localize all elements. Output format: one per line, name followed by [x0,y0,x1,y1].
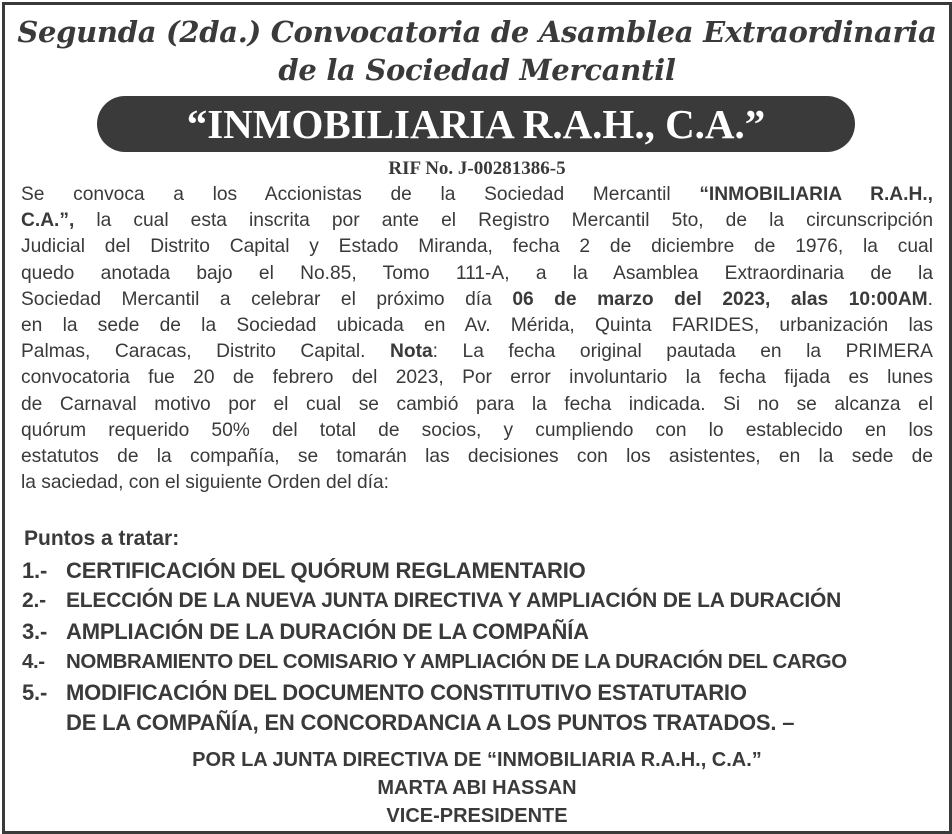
agenda-item-text: AMPLIACIÓN DE LA DURACIÓN DE LA COMPAÑÍA [66,619,589,644]
agenda-item-text: CERTIFICACIÓN DEL QUÓRUM REGLAMENTARIO [66,558,586,583]
agenda-item-number: 3.- [22,619,48,644]
body-line [21,365,933,391]
body-line [21,234,933,260]
body-text: : La fecha original pautada en la PRIMERA [432,341,933,363]
body-text: quedo anotada bajo el No.85, Tomo 111-A, a la Asamblea Extraordinaria de la [21,262,933,284]
title-line-2: de la Sociedad Mercantil [278,53,676,87]
agenda-item-5 [22,680,747,706]
body-line [21,182,933,208]
agenda-item-text: NOMBRAMIENTO DEL COMISARIO Y AMPLIACIÓN DE LA DURACIÓN DEL CARGO [66,650,847,673]
notice-frame [2,2,952,834]
agenda-item-number: 4.- [22,650,45,673]
body-text: la cual esta inscrita por ante el Registro Mercantil 5to, de la circunscripción [74,210,933,232]
signature-board-line: POR LA JUNTA DIRECTIVA DE “INMOBILIARIA R.A.H., C.A.” [192,749,762,771]
body-bold-text: Nota [390,341,433,363]
body-line [21,261,933,287]
rif-number: RIF No. J-00281386-5 [388,158,566,179]
body-text: Se convoca a los Accionistas de la Sociedad Mercantil [21,184,700,205]
body-text: convocatoria fue 20 de febrero del 2023, Por error involuntario la fecha fijada es lunes [21,367,933,389]
agenda-item-number: 1.- [22,558,48,583]
body-line [21,313,933,339]
body-text: . [927,288,933,310]
body-line [21,470,933,496]
signature-position: VICE-PRESIDENTE [386,805,568,827]
body-text: quórum requerido 50% del total de socios, y cumpliendo con lo establecido en los [21,419,933,441]
body-line [21,287,933,313]
body-text: de Carnaval motivo por el cual se cambió para la fecha indicada. Si no se alcanza el [21,393,933,415]
agenda-item-5-continuation: DE LA COMPAÑÍA, EN CONCORDANCIA A LOS PUNTOS TRATADOS. – [66,710,795,735]
agenda-item-3 [22,619,589,645]
body-line [21,208,933,234]
body-text: estatutos de la compañía, se tomarán las decisiones con los asistentes, en la sede de [21,445,933,467]
body-text: Sociedad Mercantil a celebrar el próximo día [21,288,513,310]
points-title: Puntos a tratar: [24,527,180,550]
agenda-item-1 [22,558,586,584]
body-bold-text: 06 de marzo del 2023, alas 10:00AM [512,288,928,310]
body-line [21,418,933,444]
convocation-body [21,182,933,496]
agenda-item-text: ELECCIÓN DE LA NUEVA JUNTA DIRECTIVA Y AMPLIACIÓN DE LA DURACIÓN [66,589,842,612]
agenda-item-text: MODIFICACIÓN DEL DOCUMENTO CONSTITUTIVO ESTATUTARIO [66,680,747,705]
body-line [21,392,933,418]
body-text: la saciedad, con el siguiente Orden del día: [21,472,390,494]
agenda-item-2 [22,589,841,613]
body-text: Palmas, Caracas, Distrito Capital. [21,341,391,363]
body-line [21,339,933,365]
agenda-item-number: 2.- [22,589,46,612]
signature-name: MARTA ABI HASSAN [377,777,577,799]
body-text: Judicial del Distrito Capital y Estado Miranda, fecha 2 de diciembre de 1976, la cual [21,236,933,258]
agenda-item-4 [22,650,847,674]
body-line [21,444,933,470]
agenda-item-number: 5.- [22,680,48,705]
body-bold-text: C.A.”, [21,210,75,232]
title-line-1: Segunda (2da.) Convocatoria de Asamblea Extraordinaria [17,15,937,49]
company-banner: “INMOBILIARIA R.A.H., C.A.” [97,96,855,152]
body-text: en la sede de la Sociedad ubicada en Av. Mérida, Quinta FARIDES, urbanización las [21,314,933,336]
body-bold-text: “INMOBILIARIA R.A.H., [699,184,933,205]
